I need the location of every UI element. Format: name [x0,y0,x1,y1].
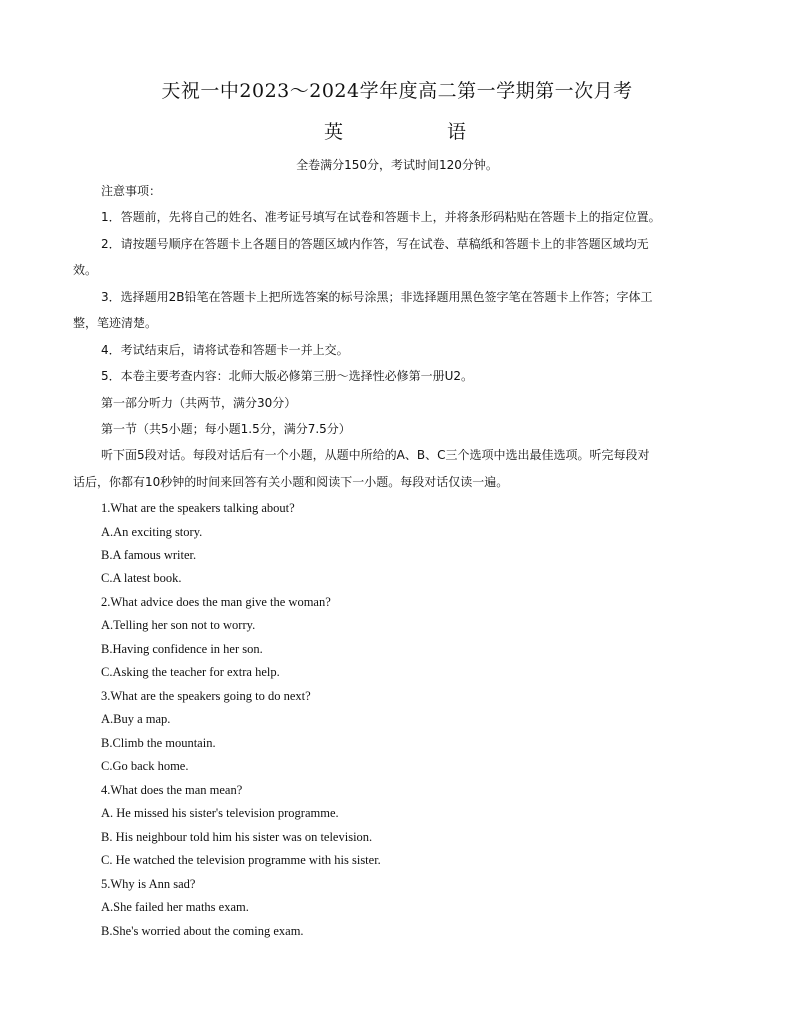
question-1: 1.What are the speakers talking about? [101,501,295,515]
note-2-line-1: 2．请按题号顺序在答题卡上各题目的答题区域内作答，写在试卷、草稿纸和答题卡上的非答题区域均无 [101,237,649,251]
note-3-line-1: 3．选择题用2B铅笔在答题卡上把所选答案的标号涂黑；非选择题用黑色签字笔在答题卡上作答；字体工 [101,290,653,304]
question-3-option-c: C.Go back home. [101,759,189,773]
part-1-heading: 第一部分听力（共两节，满分30分） [101,396,297,410]
exam-title: 天祝一中2023～2024学年度高二第一学期第一次月考 [161,80,633,102]
note-1: 1．答题前，先将自己的姓名、准考证号填写在试卷和答题卡上，并将条形码粘贴在答题卡上的指定位置。 [101,210,661,224]
question-4: 4.What does the man mean? [101,783,243,797]
question-3: 3.What are the speakers going to do next? [101,689,311,703]
note-2-line-2: 效。 [73,263,98,277]
question-3-option-a: A.Buy a map. [101,712,171,726]
question-4-option-a: A. He missed his sister's television programme. [101,806,339,820]
question-1-option-c: C.A latest book. [101,571,182,585]
question-1-option-a: A.An exciting story. [101,525,203,539]
question-1-option-b: B.A famous writer. [101,548,197,562]
section-1-heading: 第一节（共5小题；每小题1.5分，满分7.5分） [101,422,351,436]
question-4-option-b: B. His neighbour told him his sister was on television. [101,830,373,844]
score-time-line: 全卷满分150分，考试时间120分钟。 [296,158,498,172]
question-2-option-b: B.Having confidence in her son. [101,642,263,656]
question-5-option-a: A.She failed her maths exam. [101,900,249,914]
question-5: 5.Why is Ann sad? [101,877,196,891]
note-3-line-2: 整，笔迹清楚。 [73,316,158,330]
notes-heading: 注意事项： [101,184,162,198]
instructions-line-2: 话后，你都有10秒钟的时间来回答有关小题和阅读下一小题。每段对话仅读一遍。 [73,475,509,489]
question-2-option-c: C.Asking the teacher for extra help. [101,665,280,679]
question-4-option-c: C. He watched the television programme with his sister. [101,853,381,867]
instructions-line-1: 听下面5段对话。每段对话后有一个小题，从题中所给的A、B、C三个选项中选出最佳选项。听完每段对 [101,448,650,462]
note-4: 4．考试结束后，请将试卷和答题卡一并上交。 [101,343,349,357]
question-2: 2.What advice does the man give the woman? [101,595,331,609]
note-5: 5．本卷主要考查内容：北师大版必修第三册～选择性必修第一册U2。 [101,369,474,383]
question-2-option-a: A.Telling her son not to worry. [101,618,256,632]
question-5-option-b: B.She's worried about the coming exam. [101,924,304,938]
subject-title: 英 语 [323,121,501,143]
question-3-option-b: B.Climb the mountain. [101,736,216,750]
